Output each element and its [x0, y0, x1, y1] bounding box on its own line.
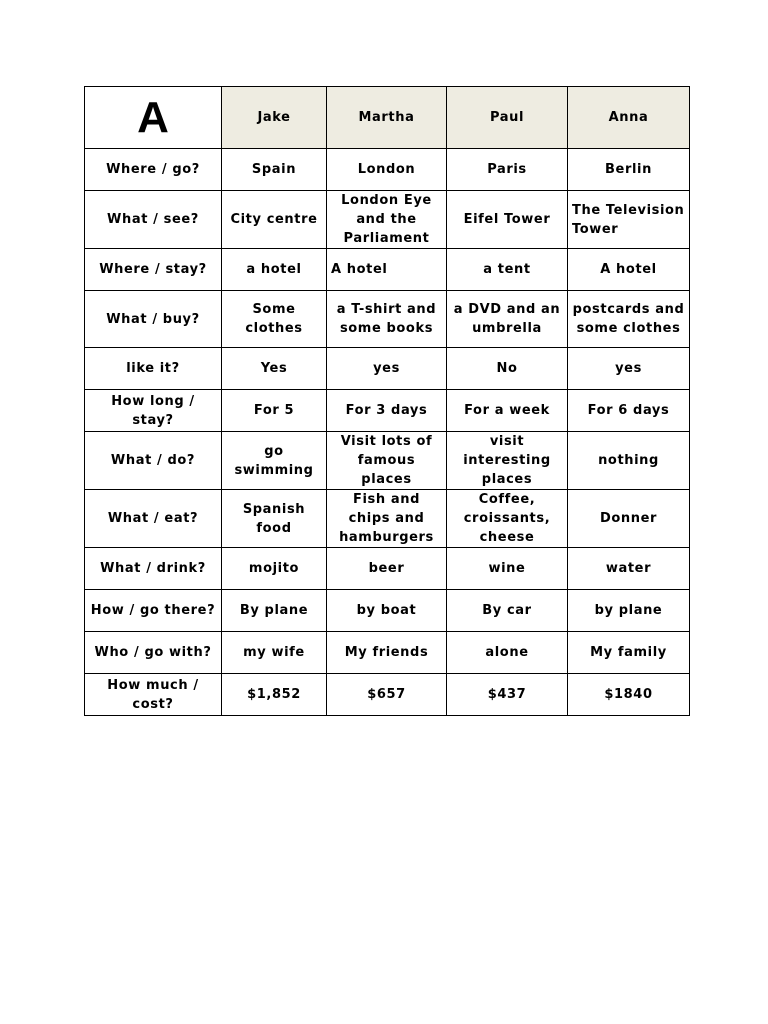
name-header-jake: Jake	[222, 87, 327, 149]
answer-cell: a tent	[447, 249, 568, 291]
answer-cell: For 3 days	[327, 390, 447, 432]
travel-survey-table	[84, 86, 690, 716]
answer-cell: Visit lots of famous places	[327, 432, 447, 490]
question-cell: How much / cost?	[85, 674, 222, 716]
answer-cell: By plane	[222, 590, 327, 632]
answer-cell: go swimming	[222, 432, 327, 490]
answer-cell: The Television Tower	[568, 191, 690, 249]
answer-cell: Some clothes	[222, 291, 327, 348]
answer-cell: Fish and chips and hamburgers	[327, 490, 447, 548]
answer-cell: Coffee, croissants, cheese	[447, 490, 568, 548]
question-cell: How long / stay?	[85, 390, 222, 432]
answer-cell: by plane	[568, 590, 690, 632]
answer-cell: London Eye and the Parliament	[327, 191, 447, 249]
answer-cell: For 5	[222, 390, 327, 432]
answer-cell: visit interesting places	[447, 432, 568, 490]
table-row	[85, 249, 690, 291]
answer-cell: $657	[327, 674, 447, 716]
header-row	[85, 87, 690, 149]
answer-cell: wine	[447, 548, 568, 590]
answer-cell: Eifel Tower	[447, 191, 568, 249]
question-cell: Where / go?	[85, 149, 222, 191]
question-cell: How / go there?	[85, 590, 222, 632]
question-cell: What / see?	[85, 191, 222, 249]
table-row	[85, 490, 690, 548]
answer-cell: My family	[568, 632, 690, 674]
answer-cell: a T-shirt and some books	[327, 291, 447, 348]
answer-cell: My friends	[327, 632, 447, 674]
answer-cell: $1,852	[222, 674, 327, 716]
table-row	[85, 348, 690, 390]
table-row	[85, 390, 690, 432]
answer-cell: postcards and some clothes	[568, 291, 690, 348]
table-row	[85, 432, 690, 490]
name-header-paul: Paul	[447, 87, 568, 149]
question-cell: What / buy?	[85, 291, 222, 348]
answer-cell: Berlin	[568, 149, 690, 191]
answer-cell: Spain	[222, 149, 327, 191]
answer-cell: beer	[327, 548, 447, 590]
answer-cell: yes	[568, 348, 690, 390]
answer-cell: my wife	[222, 632, 327, 674]
answer-cell: water	[568, 548, 690, 590]
answer-cell: A hotel	[327, 249, 447, 291]
table-row	[85, 548, 690, 590]
answer-cell: Spanish food	[222, 490, 327, 548]
question-cell: What / do?	[85, 432, 222, 490]
answer-cell: For a week	[447, 390, 568, 432]
answer-cell: by boat	[327, 590, 447, 632]
question-cell: like it?	[85, 348, 222, 390]
question-cell: What / eat?	[85, 490, 222, 548]
answer-cell: mojito	[222, 548, 327, 590]
answer-cell: Paris	[447, 149, 568, 191]
answer-cell: For 6 days	[568, 390, 690, 432]
answer-cell: nothing	[568, 432, 690, 490]
table-row	[85, 590, 690, 632]
table-row	[85, 674, 690, 716]
table-row	[85, 291, 690, 348]
question-cell: Where / stay?	[85, 249, 222, 291]
answer-cell: London	[327, 149, 447, 191]
answer-cell: a DVD and an umbrella	[447, 291, 568, 348]
answer-cell: $1840	[568, 674, 690, 716]
name-header-martha: Martha	[327, 87, 447, 149]
table-row	[85, 149, 690, 191]
answer-cell: City centre	[222, 191, 327, 249]
answer-cell: Yes	[222, 348, 327, 390]
answer-cell: A hotel	[568, 249, 690, 291]
answer-cell: By car	[447, 590, 568, 632]
answer-cell: $437	[447, 674, 568, 716]
table-row	[85, 191, 690, 249]
answer-cell: yes	[327, 348, 447, 390]
question-cell: Who / go with?	[85, 632, 222, 674]
answer-cell: Donner	[568, 490, 690, 548]
name-header-anna: Anna	[568, 87, 690, 149]
worksheet-letter: A	[85, 87, 222, 149]
answer-cell: a hotel	[222, 249, 327, 291]
answer-cell: alone	[447, 632, 568, 674]
question-cell: What / drink?	[85, 548, 222, 590]
table-row	[85, 632, 690, 674]
answer-cell: No	[447, 348, 568, 390]
